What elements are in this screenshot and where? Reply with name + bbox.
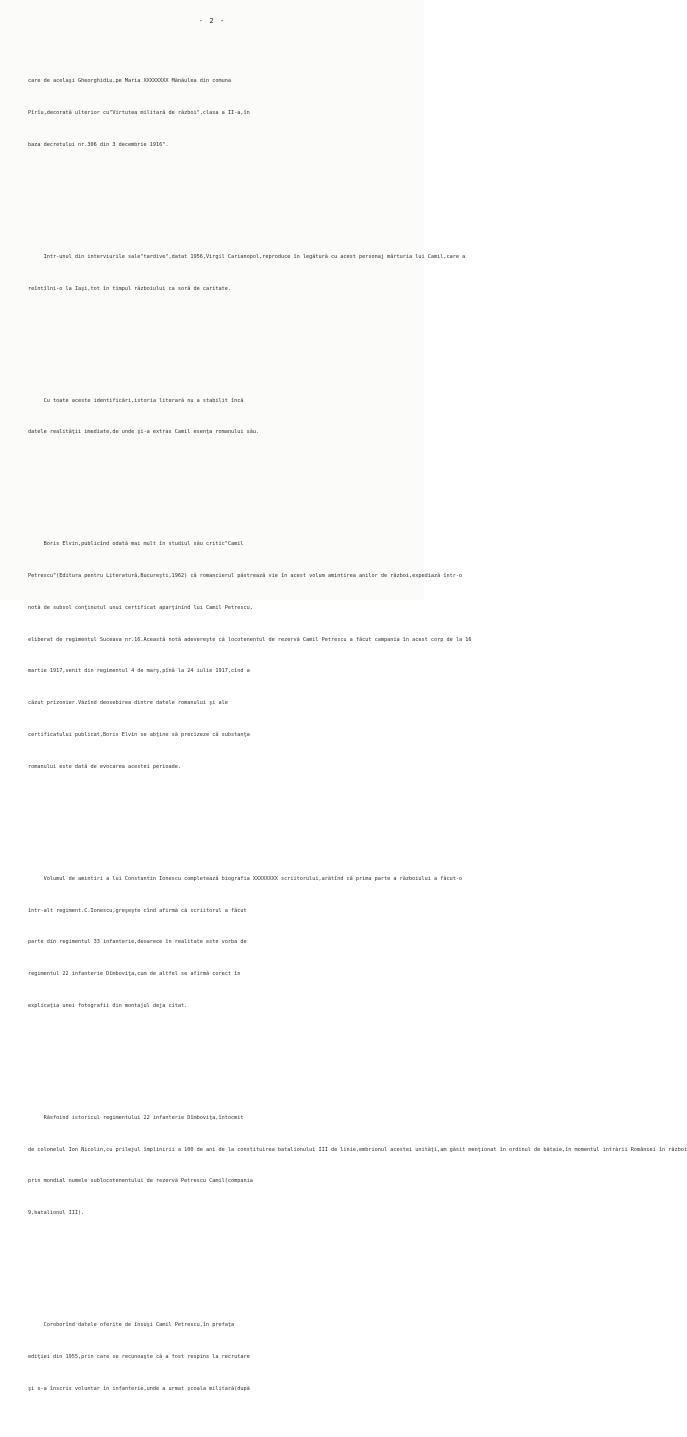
- paragraph-7: [28, 1299, 404, 1416]
- text-line: şi s-a înscris voluntar în infanterie,unde a urmat şcoala militară(după: [28, 1385, 250, 1392]
- text-line: baza decretului nr.306 din 3 decembrie 1916".: [28, 141, 169, 148]
- text-line: regimentul 22 infanterie Dîmboviţa,cum de altfel se afirmă corect în: [28, 971, 241, 978]
- text-line: Pîrîu,decorată ulterior cu"Virtutea militară de război",clasa a II-a,în: [28, 110, 250, 117]
- text-line: care de acelaşi Gheorghidiu,pe Maria XXXXXXXX Mănăulea din comuna: [28, 78, 232, 85]
- text-line: certificatului publicat,Boris Elvin se abţine să precizeze că substanţa: [28, 732, 250, 738]
- text-line: parte din regimentul 33 infanterie,deoarece în realitate este vorba de: [28, 939, 247, 946]
- text-line: într-alt regiment.C.Ionescu,greşeşte cînd afirmă că scriitorul a făcut: [28, 907, 247, 914]
- paragraph-6: [28, 1092, 687, 1240]
- paragraph-3: [28, 374, 404, 459]
- text-line: Boris Elvin,publicînd odată mai mult în studiul său critic"Camil: [28, 541, 244, 548]
- page-bottom-edge: [0, 588, 424, 600]
- text-line: datele realităţii imediate,de unde şi-a extras Camil esenţa romanului său.: [28, 429, 260, 436]
- text-line: reîntîlni-o la Iaşi,tot în timpul războiului ca soră de caritate.: [28, 285, 232, 292]
- paragraph-1: [28, 55, 404, 172]
- text-line: notă de subsol conţinutul unui certificat aparţinînd lui Camil Petrescu,: [28, 604, 253, 611]
- text-line: ediţiei din 1955,prin care se recunoaşte că a fost respins la recrutare: [28, 1353, 250, 1360]
- paragraph-4: [28, 518, 472, 793]
- text-line: romanului este dată de evocarea acestei perioade.: [28, 763, 182, 770]
- text-line: Răsfoind istoricul regimentului 22 infanterie Dîmboviţa,întocmit: [28, 1114, 244, 1121]
- text-line: eliberat de regimentul Suceava nr.16.Această notă adevereşte că locotenentul de rezervă Camil Petrescu a făcut campania în acest corp de la 16: [28, 636, 472, 643]
- text-line: Coroborînd datele oferite de însuşi Camil Petrescu,în prefaţa: [28, 1322, 235, 1329]
- document-body: [28, 34, 687, 1437]
- page-number: - 2 -: [198, 16, 226, 25]
- text-line: martie 1917,venit din regimentul 4 de marş,pînă la 24 iulie 1917,cînd a: [28, 668, 250, 675]
- text-line: explicaţia unei fotografii din montajul deja citat.: [28, 1002, 188, 1009]
- text-line: căzut prizonier.Văzînd deosebirea dintre datele romanului şi ale: [28, 700, 228, 707]
- text-line: 9,batalionul III).: [28, 1210, 85, 1217]
- text-line: Petrescu"(Editura pentru Literatură,Bucureşti,1962) că romancierul păstrează vie în acest volum amintirea anilor de război,expediază într-o: [28, 573, 463, 580]
- paragraph-2: [28, 231, 466, 316]
- text-line: de colonelul Ion Nicolin,cu prilejul împlinirii a 100 de ani de la constituirea batalionului III de linie,embrionul acestei unităţi,am găsit menţionat în ordinul de bătaie,în momentul intrării României în război: [28, 1146, 687, 1153]
- text-line: Intr-unul din interviurile sale"tardive",datat 1956,Virgil Carianopol,reproduce în legătură cu acest personaj mărturia lui Camil,care a: [28, 253, 466, 260]
- text-line: Cu toate aceste identificări,istoria literară nu a stabilit încă: [28, 397, 244, 404]
- paragraph-5: [28, 853, 463, 1033]
- text-line: prin mondial numele sublocotenentului de rezervă Petrescu Camil(compania: [28, 1178, 253, 1185]
- text-line: Volumul de amintiri a lui Constantin Ionescu completează biografia XXXXXXXX scriitorului,arătînd că prima parte a războiului a făcut-o: [28, 875, 463, 882]
